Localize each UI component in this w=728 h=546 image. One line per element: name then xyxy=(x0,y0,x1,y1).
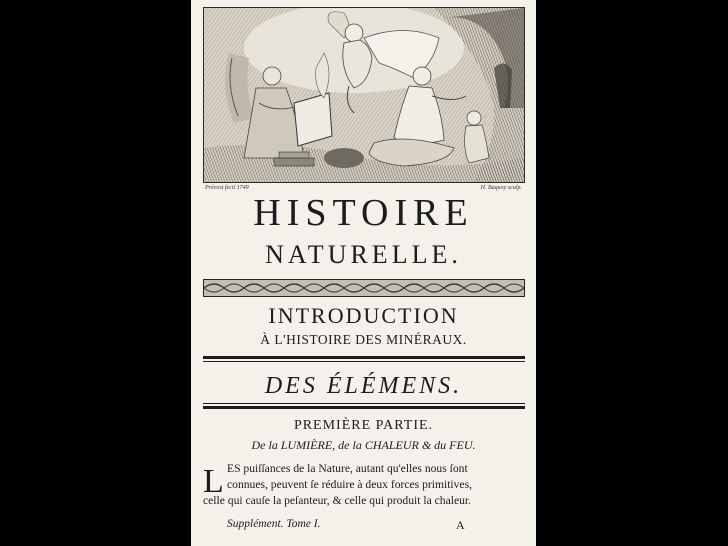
ornament-pattern xyxy=(204,280,524,296)
title-des-elemens: DES ÉLÉMENS. xyxy=(264,373,463,399)
title-histoire-des-mineraux: À L'HISTOIRE DES MINÉRAUX. xyxy=(260,332,467,347)
body-line-3: celle qui cauſe la peſanteur, & celle qui produit la chaleur. xyxy=(203,494,472,507)
title-histoire: HISTOIRE xyxy=(253,192,474,234)
frontispiece-engraving xyxy=(203,7,525,183)
decorative-band xyxy=(203,279,525,297)
signature-mark: A xyxy=(456,518,465,532)
rule-top xyxy=(203,356,525,359)
engraving-illustration xyxy=(204,8,524,182)
rule-top-thin xyxy=(203,361,525,362)
title-naturelle: NATURELLE. xyxy=(265,240,462,269)
part-heading: PREMIÈRE PARTIE. xyxy=(293,418,434,433)
signature-label: Supplément. Tome I. xyxy=(227,518,321,530)
body-paragraph xyxy=(203,461,525,509)
rule-bottom xyxy=(203,406,525,409)
rule-bottom-thin xyxy=(203,403,525,404)
engraving-engraver-credit: H. Baquoy sculp. xyxy=(480,185,522,191)
title-introduction: INTRODUCTION xyxy=(268,303,459,328)
part-subtitle: De la LUMIÈRE, de la CHALEUR & du FEU. xyxy=(251,438,476,452)
book-page xyxy=(191,0,536,546)
engraving-artist-credit: Prévost fecit 1749 xyxy=(205,185,249,191)
body-line-2: connues, peuvent ſe réduire à deux forces primitives, xyxy=(227,478,472,491)
body-line-1: ES puiſſances de la Nature, autant qu'elles nous ſont xyxy=(227,462,468,475)
drop-cap: L xyxy=(203,463,224,500)
